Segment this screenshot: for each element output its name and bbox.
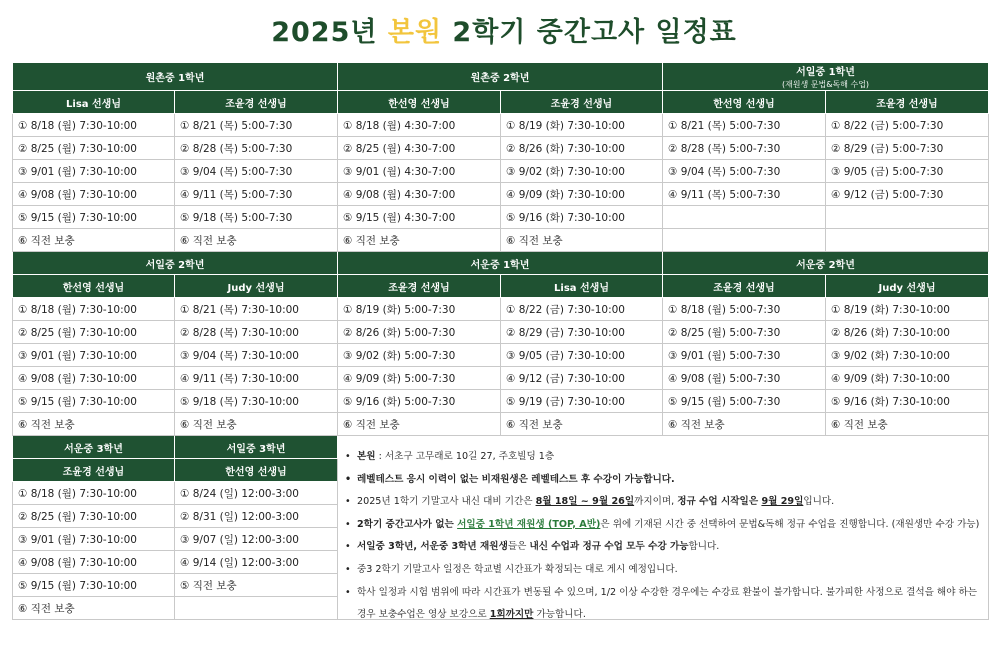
session-text: ③ 9/01 (월) 7:30-10:00: [18, 349, 137, 362]
session-text: ① 8/21 (목) 7:30-10:00: [180, 303, 299, 316]
session-cell: [338, 206, 501, 229]
session-cell: [13, 505, 175, 528]
note-refund: • 학사 일정과 시험 범위에 따라 시간표가 변동될 수 있으며, 1/2 이상 수강한 경우에는 수강료 환불이 불가합니다. 불가피한 사정으로 결석을 해야 하는 경우 보충수업은 영상 보강으로 1회까지만 가능합니다.: [357, 582, 989, 627]
session-text: ② 8/31 (일) 12:00-3:00: [180, 510, 299, 523]
session-text: ⑤ 9/16 (화) 7:30-10:00: [831, 395, 950, 408]
school-grade-header: [663, 63, 989, 91]
school-grade-label: 서운중 3학년: [64, 443, 123, 455]
session-cell: [663, 390, 826, 413]
session-text: ⑥ 직전 보충: [18, 234, 75, 247]
session-text: ⑤ 9/16 (화) 7:30-10:00: [506, 211, 625, 224]
session-text: ② 8/28 (목) 7:30-10:00: [180, 326, 299, 339]
session-cell: [13, 390, 175, 413]
session-cell: [501, 367, 663, 390]
teacher-header: [13, 275, 175, 298]
session-text: ① 8/21 (목) 5:00-7:30: [668, 119, 781, 132]
session-cell: [338, 298, 501, 321]
session-text: ② 8/25 (월) 7:30-10:00: [18, 142, 137, 155]
teacher-name: Judy 선생님: [227, 282, 285, 294]
session-cell: [175, 137, 338, 160]
session-cell: [663, 160, 826, 183]
session-text: ① 8/18 (월) 7:30-10:00: [18, 303, 137, 316]
session-cell: [663, 229, 826, 252]
session-cell: [826, 206, 989, 229]
teacher-name: Judy 선생님: [878, 282, 936, 294]
session-text: ③ 9/02 (화) 5:00-7:30: [343, 349, 456, 362]
session-cell: [501, 390, 663, 413]
session-text: ② 8/28 (목) 5:00-7:30: [180, 142, 293, 155]
school-grade-header: [338, 63, 663, 91]
session-text: ③ 9/02 (화) 7:30-10:00: [831, 349, 950, 362]
session-text: ④ 9/09 (화) 7:30-10:00: [831, 372, 950, 385]
session-text: ④ 9/11 (목) 5:00-7:30: [180, 188, 293, 201]
school-grade-header: [338, 252, 663, 275]
note-location: • 본원 : 서초구 고무래로 10길 27, 주호빌딩 1층: [357, 446, 989, 469]
school-grade-label: 서운중 1학년: [470, 259, 530, 271]
session-text: ④ 9/12 (금) 7:30-10:00: [506, 372, 625, 385]
session-text: ⑥ 직전 보충: [18, 418, 75, 431]
teacher-name: 조윤경 선생님: [713, 282, 775, 294]
session-cell: [175, 367, 338, 390]
school-grade-label: 원촌중 2학년: [470, 73, 530, 84]
session-text: ① 8/22 (금) 5:00-7:30: [831, 119, 944, 132]
session-cell: [13, 551, 175, 574]
session-text: ⑤ 9/16 (화) 5:00-7:30: [343, 395, 456, 408]
session-cell: [826, 298, 989, 321]
session-text: ③ 9/02 (화) 7:30-10:00: [506, 165, 625, 178]
session-cell: [175, 413, 338, 436]
session-text: ③ 9/04 (목) 5:00-7:30: [668, 165, 781, 178]
teacher-header: [338, 275, 501, 298]
session-text: ⑥ 직전 보충: [180, 418, 237, 431]
session-text: ③ 9/01 (월) 4:30-7:00: [343, 165, 456, 178]
session-text: ② 8/26 (화) 7:30-10:00: [506, 142, 625, 155]
note-seoil-1: • 2학기 중간고사가 없는 서일중 1학년 재원생 (TOP, A반)은 위에 기재된 시간 중 선택하여 문법&독해 정규 수업을 진행합니다. (재원생만 수강 가능): [357, 514, 989, 537]
session-cell: [338, 183, 501, 206]
session-text: ② 8/28 (목) 5:00-7:30: [668, 142, 781, 155]
teacher-name: 한선영 선생님: [62, 282, 125, 294]
teacher-header: [826, 91, 989, 114]
session-text: ⑤ 9/18 (목) 7:30-10:00: [180, 395, 299, 408]
session-cell: [826, 413, 989, 436]
session-text: ④ 9/08 (월) 7:30-10:00: [18, 556, 137, 569]
session-cell: [501, 183, 663, 206]
session-text: ③ 9/01 (월) 7:30-10:00: [18, 165, 137, 178]
session-text: ① 8/22 (금) 7:30-10:00: [506, 303, 625, 316]
session-cell: [826, 367, 989, 390]
session-text: ⑥ 직전 보충: [506, 234, 563, 247]
session-text: ① 8/18 (월) 7:30-10:00: [18, 487, 137, 500]
session-cell: [13, 597, 175, 620]
teacher-header: [826, 275, 989, 298]
session-text: ⑤ 9/19 (금) 7:30-10:00: [506, 395, 625, 408]
session-text: ④ 9/12 (금) 5:00-7:30: [831, 188, 944, 201]
session-cell: [13, 344, 175, 367]
teacher-header: [663, 91, 826, 114]
session-cell: [175, 551, 338, 574]
session-text: ⑤ 9/15 (월) 5:00-7:30: [668, 395, 781, 408]
session-cell: [338, 390, 501, 413]
school-grade-label: 서일중 2학년: [145, 259, 205, 271]
session-text: ⑤ 직전 보충: [180, 579, 237, 592]
teacher-header: [501, 91, 663, 114]
session-cell: [175, 505, 338, 528]
school-grade-label: 서일중 1학년: [796, 67, 855, 78]
session-cell: [826, 114, 989, 137]
teacher-name: 조윤경 선생님: [388, 282, 450, 294]
teacher-name: 한선영 선생님: [225, 466, 287, 478]
session-cell: [501, 206, 663, 229]
session-text: ③ 9/05 (금) 7:30-10:00: [506, 349, 625, 362]
session-cell: [826, 321, 989, 344]
session-cell: [175, 390, 338, 413]
session-cell: [13, 229, 175, 252]
session-text: ④ 9/11 (목) 7:30-10:00: [180, 372, 299, 385]
session-cell: [175, 321, 338, 344]
session-text: ① 8/19 (화) 5:00-7:30: [343, 303, 456, 316]
session-text: ③ 9/01 (월) 5:00-7:30: [668, 349, 781, 362]
session-text: ① 8/21 (목) 5:00-7:30: [180, 119, 293, 132]
session-cell: [13, 137, 175, 160]
session-cell: [826, 183, 989, 206]
session-cell: [663, 321, 826, 344]
session-cell: [663, 206, 826, 229]
session-text: ④ 9/08 (월) 4:30-7:00: [343, 188, 456, 201]
session-text: ③ 9/07 (일) 12:00-3:00: [180, 533, 299, 546]
session-cell: [338, 160, 501, 183]
teacher-name: 조윤경 선생님: [876, 98, 938, 110]
session-cell: [826, 137, 989, 160]
session-cell: [13, 574, 175, 597]
school-grade-note: (재원생 문법&독해 수업): [781, 80, 870, 89]
session-cell: [175, 528, 338, 551]
session-cell: [175, 206, 338, 229]
session-cell: [663, 137, 826, 160]
session-text: ⑤ 9/15 (월) 7:30-10:00: [18, 395, 137, 408]
session-text: ⑥ 직전 보충: [668, 418, 725, 431]
session-cell: [175, 160, 338, 183]
session-text: ② 8/26 (화) 5:00-7:30: [343, 326, 456, 339]
teacher-name: 조윤경 선생님: [550, 98, 613, 110]
session-cell: [175, 597, 338, 620]
session-cell: [338, 367, 501, 390]
teacher-header: [663, 275, 826, 298]
session-cell: [13, 160, 175, 183]
session-text: ④ 9/08 (월) 7:30-10:00: [18, 372, 137, 385]
teacher-name: Lisa 선생님: [66, 98, 121, 110]
session-text: ④ 9/09 (화) 5:00-7:30: [343, 372, 456, 385]
session-text: ⑥ 직전 보충: [18, 602, 75, 615]
school-grade-header: [663, 252, 989, 275]
session-text: ① 8/24 (일) 12:00-3:00: [180, 487, 299, 500]
session-cell: [501, 321, 663, 344]
session-cell: [501, 137, 663, 160]
session-text: ④ 9/11 (목) 5:00-7:30: [668, 188, 781, 201]
note-level-test: • 레벨테스트 응시 이력이 없는 비재원생은 레벨테스트 후 수강이 가능합니다.: [357, 469, 989, 492]
session-cell: [13, 413, 175, 436]
session-text: ② 8/29 (금) 7:30-10:00: [506, 326, 625, 339]
session-text: ⑤ 9/15 (월) 7:30-10:00: [18, 211, 137, 224]
session-cell: [826, 160, 989, 183]
session-text: ⑥ 직전 보충: [831, 418, 888, 431]
teacher-header: [13, 91, 175, 114]
session-cell: [338, 229, 501, 252]
session-text: ⑤ 9/18 (목) 5:00-7:30: [180, 211, 293, 224]
session-text: ① 8/18 (월) 5:00-7:30: [668, 303, 781, 316]
school-grade-header: [175, 436, 338, 459]
session-cell: [501, 229, 663, 252]
teacher-header: [501, 275, 663, 298]
session-text: ③ 9/04 (목) 7:30-10:00: [180, 349, 299, 362]
session-cell: [13, 183, 175, 206]
session-cell: [13, 114, 175, 137]
school-grade-header: [13, 252, 338, 275]
session-cell: [826, 229, 989, 252]
session-cell: [663, 298, 826, 321]
note-grade3: • 서일중 3학년, 서운중 3학년 재원생들은 내신 수업과 정규 수업 모두 수강 가능합니다.: [357, 536, 989, 559]
school-grade-header: [13, 436, 175, 459]
teacher-name: 조윤경 선생님: [62, 466, 125, 478]
school-grade-label: 서일중 3학년: [226, 443, 286, 455]
session-cell: [175, 114, 338, 137]
session-text: ① 8/19 (화) 7:30-10:00: [831, 303, 950, 316]
teacher-name: 한선영 선생님: [388, 98, 450, 110]
session-cell: [663, 183, 826, 206]
session-cell: [338, 137, 501, 160]
session-cell: [338, 321, 501, 344]
session-cell: [338, 413, 501, 436]
session-text: ② 8/29 (금) 5:00-7:30: [831, 142, 944, 155]
session-text: ③ 9/05 (금) 5:00-7:30: [831, 165, 944, 178]
teacher-name: 한선영 선생님: [713, 98, 775, 110]
title-accent: 본원: [387, 17, 443, 48]
session-cell: [175, 229, 338, 252]
session-text: ⑥ 직전 보충: [343, 418, 400, 431]
session-text: ⑥ 직전 보충: [180, 234, 237, 247]
school-grade-label: 원촌중 1학년: [145, 73, 205, 84]
session-cell: [175, 574, 338, 597]
page-title: 2025년 본원 2학기 중간고사 일정표: [271, 17, 737, 48]
session-cell: [501, 114, 663, 137]
session-cell: [13, 321, 175, 344]
note-period: • 2025년 1학기 기말고사 내신 대비 기간은 8월 18일 ~ 9월 26일까지이며, 정규 수업 시작일은 9월 29일입니다.: [357, 491, 989, 514]
session-cell: [13, 298, 175, 321]
teacher-header: [13, 459, 175, 482]
session-text: ① 8/19 (화) 7:30-10:00: [506, 119, 625, 132]
session-text: ② 8/25 (월) 5:00-7:30: [668, 326, 781, 339]
session-text: ⑥ 직전 보충: [506, 418, 563, 431]
session-cell: [501, 344, 663, 367]
session-text: ④ 9/08 (월) 7:30-10:00: [18, 188, 137, 201]
school-grade-header: [13, 63, 338, 91]
session-text: ⑤ 9/15 (월) 7:30-10:00: [18, 579, 137, 592]
teacher-header: [175, 275, 338, 298]
note-final-exam: • 중3 2학기 기말고사 일정은 학교별 시간표가 확정되는 대로 게시 예정입니다.: [357, 559, 989, 582]
session-cell: [338, 344, 501, 367]
session-text: ④ 9/08 (월) 5:00-7:30: [668, 372, 781, 385]
session-text: ② 8/26 (화) 7:30-10:00: [831, 326, 950, 339]
session-cell: [13, 482, 175, 505]
session-cell: [13, 367, 175, 390]
session-text: ③ 9/01 (월) 7:30-10:00: [18, 533, 137, 546]
session-cell: [826, 390, 989, 413]
session-cell: [663, 413, 826, 436]
session-cell: [663, 114, 826, 137]
session-cell: [663, 344, 826, 367]
school-grade-label: 서운중 2학년: [796, 259, 855, 271]
session-text: ⑥ 직전 보충: [343, 234, 400, 247]
session-text: ⑤ 9/15 (월) 4:30-7:00: [343, 211, 456, 224]
session-cell: [501, 413, 663, 436]
session-text: ① 8/18 (월) 4:30-7:00: [343, 119, 456, 132]
session-text: ④ 9/09 (화) 7:30-10:00: [506, 188, 625, 201]
session-cell: [826, 344, 989, 367]
teacher-header: [175, 459, 338, 482]
session-text: ③ 9/04 (목) 5:00-7:30: [180, 165, 293, 178]
teacher-name: Lisa 선생님: [554, 282, 609, 294]
session-text: ② 8/25 (월) 4:30-7:00: [343, 142, 456, 155]
session-cell: [501, 298, 663, 321]
session-cell: [501, 160, 663, 183]
notes-panel: [339, 446, 989, 627]
session-cell: [338, 114, 501, 137]
teacher-name: 조윤경 선생님: [225, 98, 287, 110]
session-cell: [175, 482, 338, 505]
session-cell: [175, 344, 338, 367]
session-cell: [13, 206, 175, 229]
session-cell: [175, 183, 338, 206]
session-cell: [13, 528, 175, 551]
session-text: ① 8/18 (월) 7:30-10:00: [18, 119, 137, 132]
teacher-header: [338, 91, 501, 114]
session-text: ② 8/25 (월) 7:30-10:00: [18, 510, 137, 523]
session-cell: [175, 298, 338, 321]
session-text: ② 8/25 (월) 7:30-10:00: [18, 326, 137, 339]
session-cell: [663, 367, 826, 390]
teacher-header: [175, 91, 338, 114]
session-text: ④ 9/14 (일) 12:00-3:00: [180, 556, 299, 569]
